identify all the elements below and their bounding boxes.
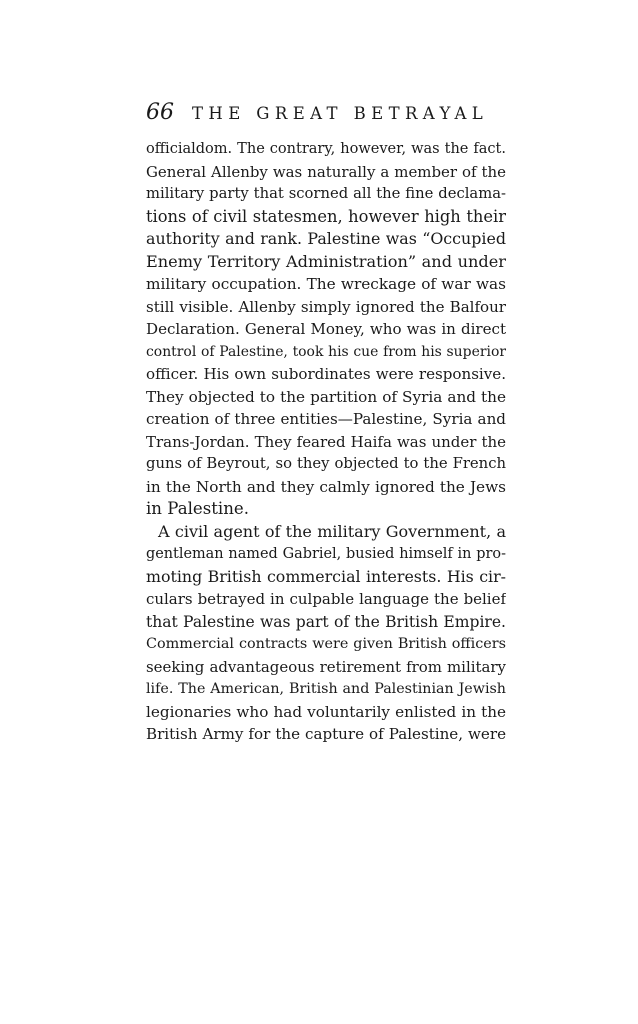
text-line: officer. His own subordinates were responsive. [146,365,506,383]
running-title: THE GREAT BETRAYAL [192,104,489,123]
paragraph-end-line: in Palestine. [146,499,249,518]
text-line: authority and rank. Palestine was “Occupied [146,229,506,248]
text-line: British Army for the capture of Palestine, were [146,725,506,743]
text-line: life. The American, British and Palestinian Jewish [146,681,506,697]
page-header [146,98,506,134]
text-line: culars betrayed in culpable language the belief [146,590,506,608]
paragraph-start-line: A civil agent of the military Government, a [158,521,506,541]
body-text [146,138,506,746]
text-line: still visible. Allenby simply ignored the Balfour [146,297,506,316]
text-line: military occupation. The wreckage of war was [146,275,506,293]
text-line: that Palestine was part of the British Empire. [146,612,506,631]
text-line: Trans-Jordan. They feared Haifa was under the [146,432,506,451]
text-line: control of Palestine, took his cue from his superior [146,343,506,360]
text-line: Declaration. General Money, who was in direct [146,320,506,338]
text-line: moting British commercial interests. His cir- [146,566,506,586]
text-line: guns of Beyrout, so they objected to the French [146,455,506,472]
text-line: seeking advantageous retirement from military [146,657,506,676]
page-number: 66 [146,100,174,125]
text-line: They objected to the partition of Syria and the [146,387,506,406]
text-line: Commercial contracts were given British officers [146,636,506,652]
text-line: General Allenby was naturally a member of the [146,162,506,181]
text-line: tions of civil statesmen, however high their [146,206,506,226]
text-line: creation of three entities—Palestine, Syria and [146,410,506,428]
text-line: military party that scorned all the fine declama- [146,185,506,202]
text-line: officialdom. The contrary, however, was the fact. [146,141,506,157]
text-line: in the North and they calmly ignored the Jews [146,477,506,496]
text-line: Enemy Territory Administration” and under [146,251,506,271]
text-line: gentleman named Gabriel, busied himself in pro- [146,546,506,562]
text-line: legionaries who had voluntarily enlisted in the [146,702,506,721]
